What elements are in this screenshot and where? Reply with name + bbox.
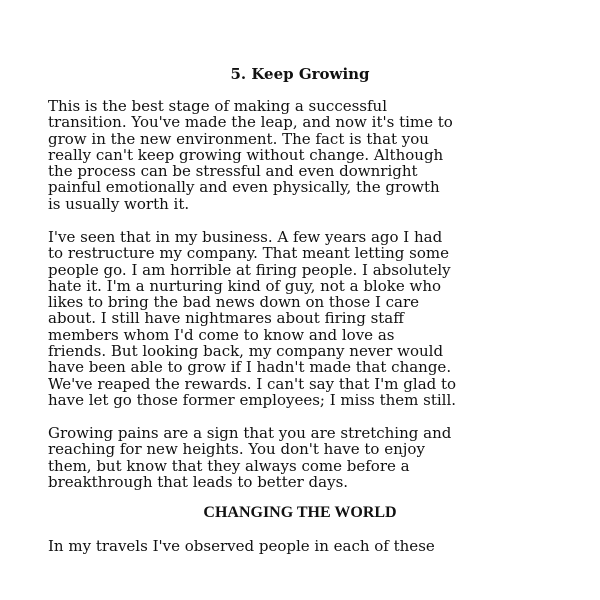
- text-line: Growing pains are a sign that you are stretching and: [48, 424, 452, 442]
- text-line: painful emotionally and even physically, the growth: [48, 178, 440, 197]
- text-line: have been able to grow if I hadn't made that change.: [48, 358, 452, 377]
- paragraph-travels: [48, 538, 588, 554]
- paragraph-growth-stage: [48, 98, 588, 212]
- chapter-heading: CHANGING THE WORLD: [203, 504, 397, 521]
- text-line: them, but know that they always come before a: [48, 456, 410, 475]
- text-line: friends. But looking back, my company never would: [48, 342, 444, 361]
- text-line: to restructure my company. That meant letting some: [48, 244, 449, 263]
- text-line: breakthrough that leads to better days.: [48, 472, 349, 491]
- text-line: transition. You've made the leap, and now it's time to: [48, 113, 453, 132]
- text-line: about. I still have nightmares about firing staff: [48, 309, 404, 328]
- text-line: the process can be stressful and even downright: [48, 162, 418, 181]
- section-heading: 5. Keep Growing: [230, 65, 370, 83]
- text-line: likes to bring the bad news down on those I care: [48, 293, 420, 312]
- text-line: I've seen that in my business. A few years ago I had: [48, 228, 443, 246]
- text-line: This is the best stage of making a successful: [48, 97, 388, 115]
- text-line: people go. I am horrible at firing people. I absolutely: [48, 260, 451, 279]
- text-line: have let go those former employees; I miss them still.: [48, 390, 457, 409]
- text-line: In my travels I've observed people in each of these: [48, 537, 435, 555]
- text-line: is usually worth it.: [48, 194, 190, 213]
- text-line: really can't keep growing without change. Although: [48, 145, 444, 164]
- paragraph-growing-pains: [48, 425, 588, 490]
- text-line: hate it. I'm a nurturing kind of guy, not a bloke who: [48, 276, 442, 295]
- text-line: members whom I'd come to know and love as: [48, 325, 395, 344]
- paragraph-business-example: [48, 229, 588, 408]
- text-line: grow in the new environment. The fact is that you: [48, 129, 429, 148]
- text-line: reaching for new heights. You don't have to enjoy: [48, 440, 425, 459]
- text-line: We've reaped the rewards. I can't say that I'm glad to: [48, 374, 457, 393]
